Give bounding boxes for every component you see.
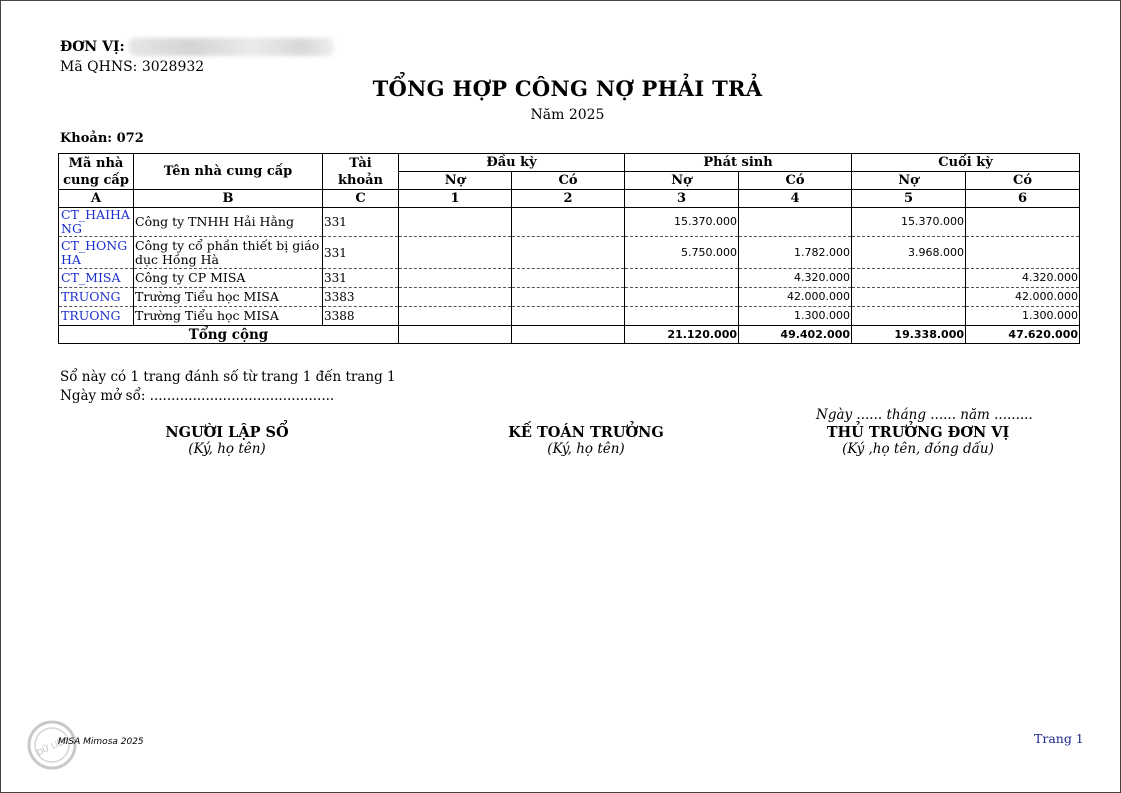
header-supplier-name: Tên nhà cung cấp — [134, 154, 323, 190]
header-opening: Đầu kỳ — [399, 154, 625, 172]
arising-debit-cell: 15.370.000 — [625, 208, 739, 237]
arising-credit-cell — [739, 208, 852, 237]
supplier-name: Công ty cổ phần thiết bị giáo dục Hồng Hà — [134, 237, 323, 269]
total-closing-debit: 19.338.000 — [852, 326, 966, 344]
index-cell: A — [59, 190, 134, 208]
index-cell: 3 — [625, 190, 739, 208]
supplier-name: Trường Tiểu học MISA — [134, 307, 323, 326]
arising-debit-cell — [625, 288, 739, 307]
open-date-note: Ngày mở sổ: ........................................... — [60, 388, 335, 404]
closing-credit-cell — [966, 237, 1080, 269]
table-row — [59, 208, 1080, 237]
index-cell: 6 — [966, 190, 1080, 208]
page-count-note: Sổ này có 1 trang đánh số từ trang 1 đến trang 1 — [60, 369, 396, 385]
payables-table — [58, 153, 1080, 344]
supplier-name: Trường Tiểu học MISA — [134, 288, 323, 307]
total-opening-credit — [512, 326, 625, 344]
opening-debit-cell — [399, 269, 512, 288]
header-closing-credit: Có — [966, 172, 1080, 190]
head-hint: (Ký ,họ tên, đóng dấu) — [842, 441, 994, 457]
stamp-text: DỮ LIỆU — [35, 735, 70, 758]
opening-credit-cell — [512, 208, 625, 237]
opening-credit-cell — [512, 288, 625, 307]
supplier-code-link[interactable]: TRUONG — [59, 307, 134, 326]
total-arising-debit: 21.120.000 — [625, 326, 739, 344]
opening-credit-cell — [512, 269, 625, 288]
arising-credit-cell: 1.300.000 — [739, 307, 852, 326]
opening-credit-cell — [512, 237, 625, 269]
opening-debit-cell — [399, 288, 512, 307]
footer-page-number: Trang 1 — [1034, 731, 1084, 746]
account-cell: 331 — [323, 269, 399, 288]
header-closing: Cuối kỳ — [852, 154, 1080, 172]
signature-preparer — [147, 424, 307, 457]
opening-debit-cell — [399, 237, 512, 269]
closing-credit-cell — [966, 208, 1080, 237]
index-cell: 5 — [852, 190, 966, 208]
total-label: Tổng cộng — [59, 326, 399, 344]
closing-debit-cell — [852, 269, 966, 288]
header-arising-credit: Có — [739, 172, 852, 190]
qhns-code: Mã QHNS: 3028932 — [60, 59, 205, 75]
header-opening-credit: Có — [512, 172, 625, 190]
account-cell: 331 — [323, 237, 399, 269]
signature-date-line: Ngày ...... tháng ...... năm ......... — [816, 407, 1033, 423]
table-row — [59, 288, 1080, 307]
total-closing-credit: 47.620.000 — [966, 326, 1080, 344]
closing-debit-cell — [852, 288, 966, 307]
account-cell: 3388 — [323, 307, 399, 326]
index-row — [59, 190, 1080, 208]
supplier-name: Công ty CP MISA — [134, 269, 323, 288]
header-arising-debit: Nợ — [625, 172, 739, 190]
signature-head-of-unit — [813, 424, 1023, 457]
head-role: THỦ TRƯỞNG ĐƠN VỊ — [826, 424, 1010, 441]
opening-debit-cell — [399, 208, 512, 237]
header-opening-debit: Nợ — [399, 172, 512, 190]
account-cell: 331 — [323, 208, 399, 237]
accountant-hint: (Ký, họ tên) — [547, 441, 625, 457]
supplier-code-link[interactable]: CT_MISA — [59, 269, 134, 288]
total-opening-debit — [399, 326, 512, 344]
unit-name-redacted — [129, 38, 334, 56]
index-cell: 4 — [739, 190, 852, 208]
arising-debit-cell — [625, 269, 739, 288]
arising-credit-cell: 42.000.000 — [739, 288, 852, 307]
accountant-role: KẾ TOÁN TRƯỞNG — [508, 424, 664, 441]
arising-credit-cell: 1.782.000 — [739, 237, 852, 269]
opening-debit-cell — [399, 307, 512, 326]
closing-debit-cell: 3.968.000 — [852, 237, 966, 269]
opening-credit-cell — [512, 307, 625, 326]
unit-line — [60, 38, 334, 56]
table-row — [59, 269, 1080, 288]
table-row — [59, 307, 1080, 326]
supplier-code-link[interactable]: CT_HONGHA — [59, 237, 134, 269]
supplier-name: Công ty TNHH Hải Hằng — [134, 208, 323, 237]
footer-app-name: MISA Mimosa 2025 — [58, 737, 144, 747]
closing-credit-cell: 42.000.000 — [966, 288, 1080, 307]
report-title: TỔNG HỢP CÔNG NỢ PHẢI TRẢ — [372, 76, 763, 101]
preparer-hint: (Ký, họ tên) — [188, 441, 266, 457]
supplier-code-link[interactable]: TRUONG — [59, 288, 134, 307]
closing-debit-cell — [852, 307, 966, 326]
unit-label: ĐƠN VỊ: — [60, 39, 125, 55]
supplier-code-link[interactable]: CT_HAIHANG — [59, 208, 134, 237]
closing-debit-cell: 15.370.000 — [852, 208, 966, 237]
closing-credit-cell: 1.300.000 — [966, 307, 1080, 326]
index-cell: C — [323, 190, 399, 208]
header-account: Tài khoản — [323, 154, 399, 190]
closing-credit-cell: 4.320.000 — [966, 269, 1080, 288]
header-closing-debit: Nợ — [852, 172, 966, 190]
total-arising-credit: 49.402.000 — [739, 326, 852, 344]
preparer-role: NGƯỜI LẬP SỔ — [165, 424, 289, 441]
index-cell: B — [134, 190, 323, 208]
report-year: Năm 2025 — [530, 107, 605, 123]
index-cell: 2 — [512, 190, 625, 208]
header-arising: Phát sinh — [625, 154, 852, 172]
khoan-label: Khoản: 072 — [60, 131, 144, 146]
table-row — [59, 237, 1080, 269]
arising-debit-cell: 5.750.000 — [625, 237, 739, 269]
total-row — [59, 326, 1080, 344]
signature-chief-accountant — [496, 424, 676, 457]
arising-credit-cell: 4.320.000 — [739, 269, 852, 288]
account-cell: 3383 — [323, 288, 399, 307]
header-supplier-code: Mã nhà cung cấp — [59, 154, 134, 190]
arising-debit-cell — [625, 307, 739, 326]
ledger-notes — [60, 368, 396, 406]
index-cell: 1 — [399, 190, 512, 208]
